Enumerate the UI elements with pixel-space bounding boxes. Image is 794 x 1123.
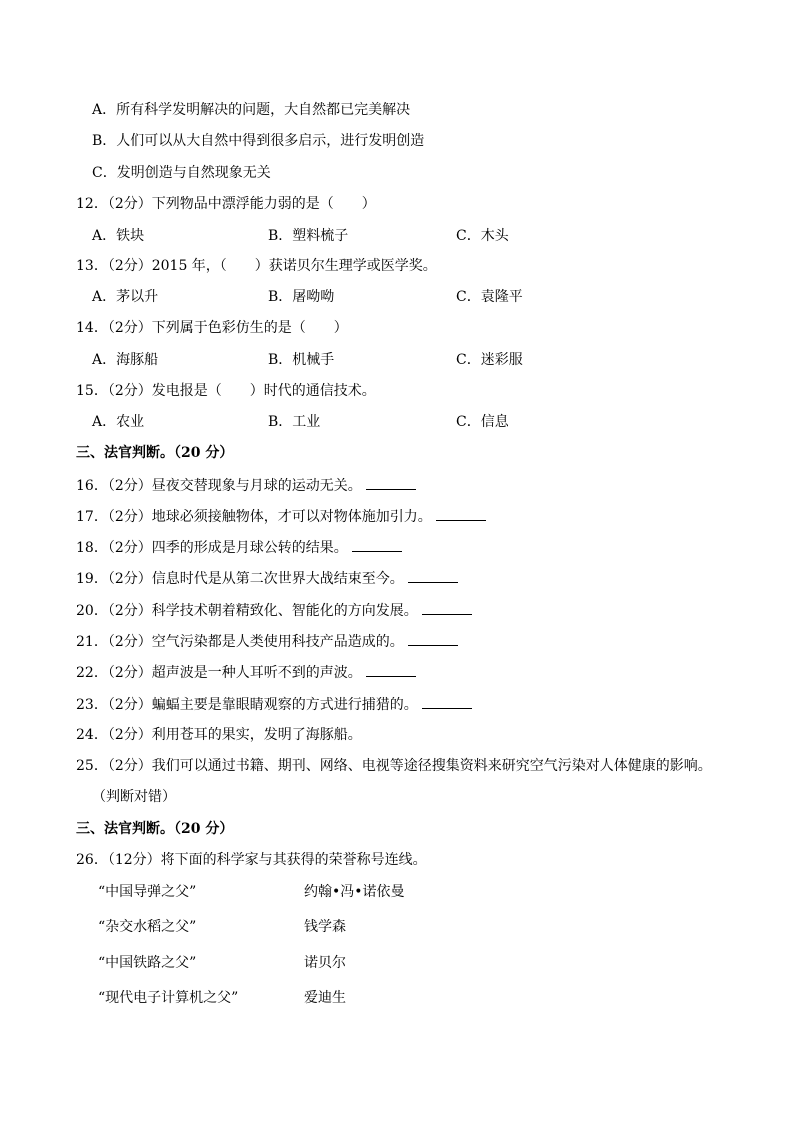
judge-item [76,506,486,527]
judge-item [76,475,416,496]
q26-stem: 26．（12分）将下面的科学家与其获得的荣誉称号连线。 [76,852,427,868]
answer-blank[interactable] [436,506,486,521]
q14-option-b: B．机械手 [268,352,335,368]
judge-item [76,631,458,652]
judge-item-text: 24．（2分）利用苍耳的果实，发明了海豚船。 [76,727,362,743]
q11-option-c: C．发明创造与自然现象无关 [92,165,271,181]
judge-item [76,600,472,621]
match-right-item: 诺贝尔 [304,955,346,971]
judge-item-text: 21．（2分）空气污染都是人类使用科技产品造成的。 [76,634,404,650]
judge-item-text: 22．（2分）超声波是一种人耳听不到的声波。 [76,665,362,681]
q15-option-a: A．农业 [92,414,145,430]
answer-blank[interactable] [408,568,458,583]
q12-option-b: B．塑料梳子 [268,228,349,244]
q14-option-c: C．迷彩服 [456,352,523,368]
q13-option-a: A．茅以升 [92,289,159,305]
q14-option-a: A．海豚船 [92,352,159,368]
judge-item [76,694,472,715]
match-left-item: “中国导弹之父” [98,884,197,900]
judge-item-text: 20．（2分）科学技术朝着精致化、智能化的方向发展。 [76,603,418,619]
q11-option-a: A．所有科学发明解决的问题，大自然都已完美解决 [92,102,411,118]
judge-item-text: 17．（2分）地球必须接触物体，才可以对物体施加引力。 [76,509,432,525]
judge-item-text: 19．（2分）信息时代是从第二次世界大战结束至今。 [76,571,404,587]
answer-blank[interactable] [422,600,472,615]
section-heading: 三、法官判断。（20 分） [76,821,234,837]
q14-stem: 14．（2分）下列属于色彩仿生的是（ ） [76,320,348,336]
q13-option-c: C．袁隆平 [456,289,523,305]
match-right-item: 钱学森 [304,919,346,935]
q15-option-b: B．工业 [268,414,321,430]
answer-blank[interactable] [352,537,402,552]
judge-item-text: 23．（2分）蝙蝠主要是靠眼睛观察的方式进行捕猎的。 [76,697,418,713]
q25-stem: 25．（2分）我们可以通过书籍、期刊、网络、电视等途径搜集资料来研究空气污染对人体健康的影响。 [76,758,712,774]
match-left-item: “现代电子计算机之父” [98,990,239,1006]
q12-stem: 12．（2分）下列物品中漂浮能力弱的是（ ） [76,196,376,212]
q11-option-b: B．人们可以从大自然中得到很多启示，进行发明创造 [92,133,425,149]
judge-item [76,725,362,745]
answer-blank[interactable] [366,475,416,490]
match-right-item: 爱迪生 [304,990,346,1006]
q12-option-a: A．铁块 [92,228,145,244]
section-heading: 三、法官判断。（20 分） [76,445,234,461]
judge-item [76,662,416,683]
q25-note: （判断对错） [92,789,176,805]
q13-option-b: B．屠呦呦 [268,289,335,305]
judge-item [76,568,458,589]
q12-option-c: C．木头 [456,228,509,244]
answer-blank[interactable] [366,662,416,677]
answer-blank[interactable] [408,631,458,646]
judge-item-text: 18．（2分）四季的形成是月球公转的结果。 [76,540,348,556]
match-right-item: 约翰•冯•诺依曼 [304,884,405,900]
q15-stem: 15．（2分）发电报是（ ）时代的通信技术。 [76,383,376,399]
judge-item [76,537,402,558]
match-left-item: “中国铁路之父” [98,955,197,971]
judge-item-text: 16．（2分）昼夜交替现象与月球的运动无关。 [76,478,362,494]
answer-blank[interactable] [422,694,472,709]
q13-stem: 13．（2分）2015 年，（ ）获诺贝尔生理学或医学奖。 [76,258,437,274]
match-left-item: “杂交水稻之父” [98,919,197,935]
q15-option-c: C．信息 [456,414,509,430]
